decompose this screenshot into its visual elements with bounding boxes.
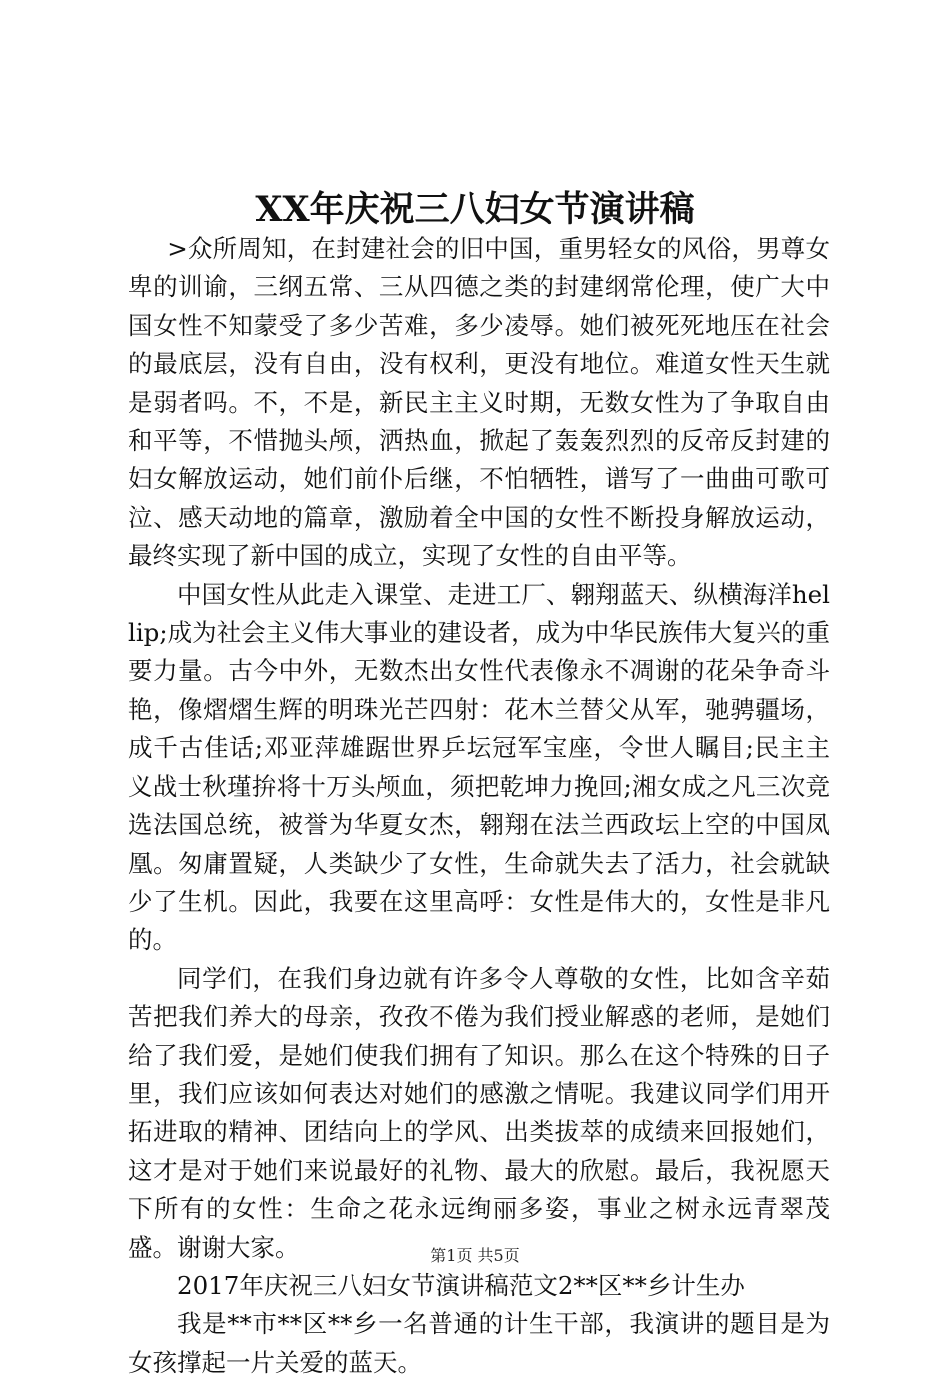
paragraph-3: 同学们，在我们身边就有许多令人尊敬的女性，比如含辛茹苦把我们养大的母亲，孜孜不倦为我们授业解惑的老师，是她们给了我们爱，是她们使我们拥有了知识。那么在这个特殊的日子里，我们应该如何表达对她们的感激之情呢。我建议同学们用开拓进取的精神、团结向上的学风、出类拔萃的成绩来回报她们，这才是对于她们来说最好的礼物、最大的欣慰。最后，我祝愿天下所有的女性：生命之花永远绚丽多姿，事业之树永远青翠茂盛。谢谢大家。: [128, 963, 830, 1262]
paragraph-1: >众所周知，在封建社会的旧中国，重男轻女的风俗，男尊女卑的训谕，三纲五常、三从四德之类的封建纲常伦理，使广大中国女性不知蒙受了多少苦难，多少凌辱。她们被死死地压在社会的最底层，没有自由，没有权利，更没有地位。难道女性天生就是弱者吗。不，不是，新民主主义时期，无数女性为了争取自由和平等，不惜抛头颅，洒热血，掀起了轰轰烈烈的反帝反封建的妇女解放运动，她们前仆后继，不怕牺牲，谱写了一曲曲可歌可泣、感天动地的篇章，激励着全中国的女性不断投身解放运动，最终实现了新中国的成立，实现了女性的自由平等。: [128, 234, 830, 571]
page-footer: 第1页 共5页: [430, 1246, 520, 1265]
paragraph-2: 中国女性从此走入课堂、走进工厂、翱翔蓝天、纵横海洋hellip;成为社会主义伟大事业的建设者，成为中华民族伟大复兴的重要力量。古今中外，无数杰出女性代表像永不凋谢的花朵争奇斗艳，像熠熠生辉的明珠光芒四射：花木兰替父从军，驰骋疆场，成千古佳话;邓亚萍雄踞世界乒坛冠军宝座，令世人瞩目;民主主义战士秋瑾拚将十万头颅血，须把乾坤力挽回;湘女成之凡三次竞选法国总统，被誉为华夏女杰，翱翔在法兰西政坛上空的中国凤凰。匆庸置疑，人类缺少了女性，生命就失去了活力，社会就缺少了生机。因此，我要在这里高呼：女性是伟大的，女性是非凡的。: [128, 579, 830, 955]
document-body: [128, 230, 830, 1382]
subtitle-line: 2017年庆祝三八妇女节演讲稿范文2**区**乡计生办: [177, 1270, 745, 1300]
paragraph-4: 我是**市**区**乡一名普通的计生干部，我演讲的题目是为女孩撑起一片关爱的蓝天。: [128, 1309, 830, 1377]
document-title: XX年庆祝三八妇女节演讲稿: [255, 189, 695, 230]
